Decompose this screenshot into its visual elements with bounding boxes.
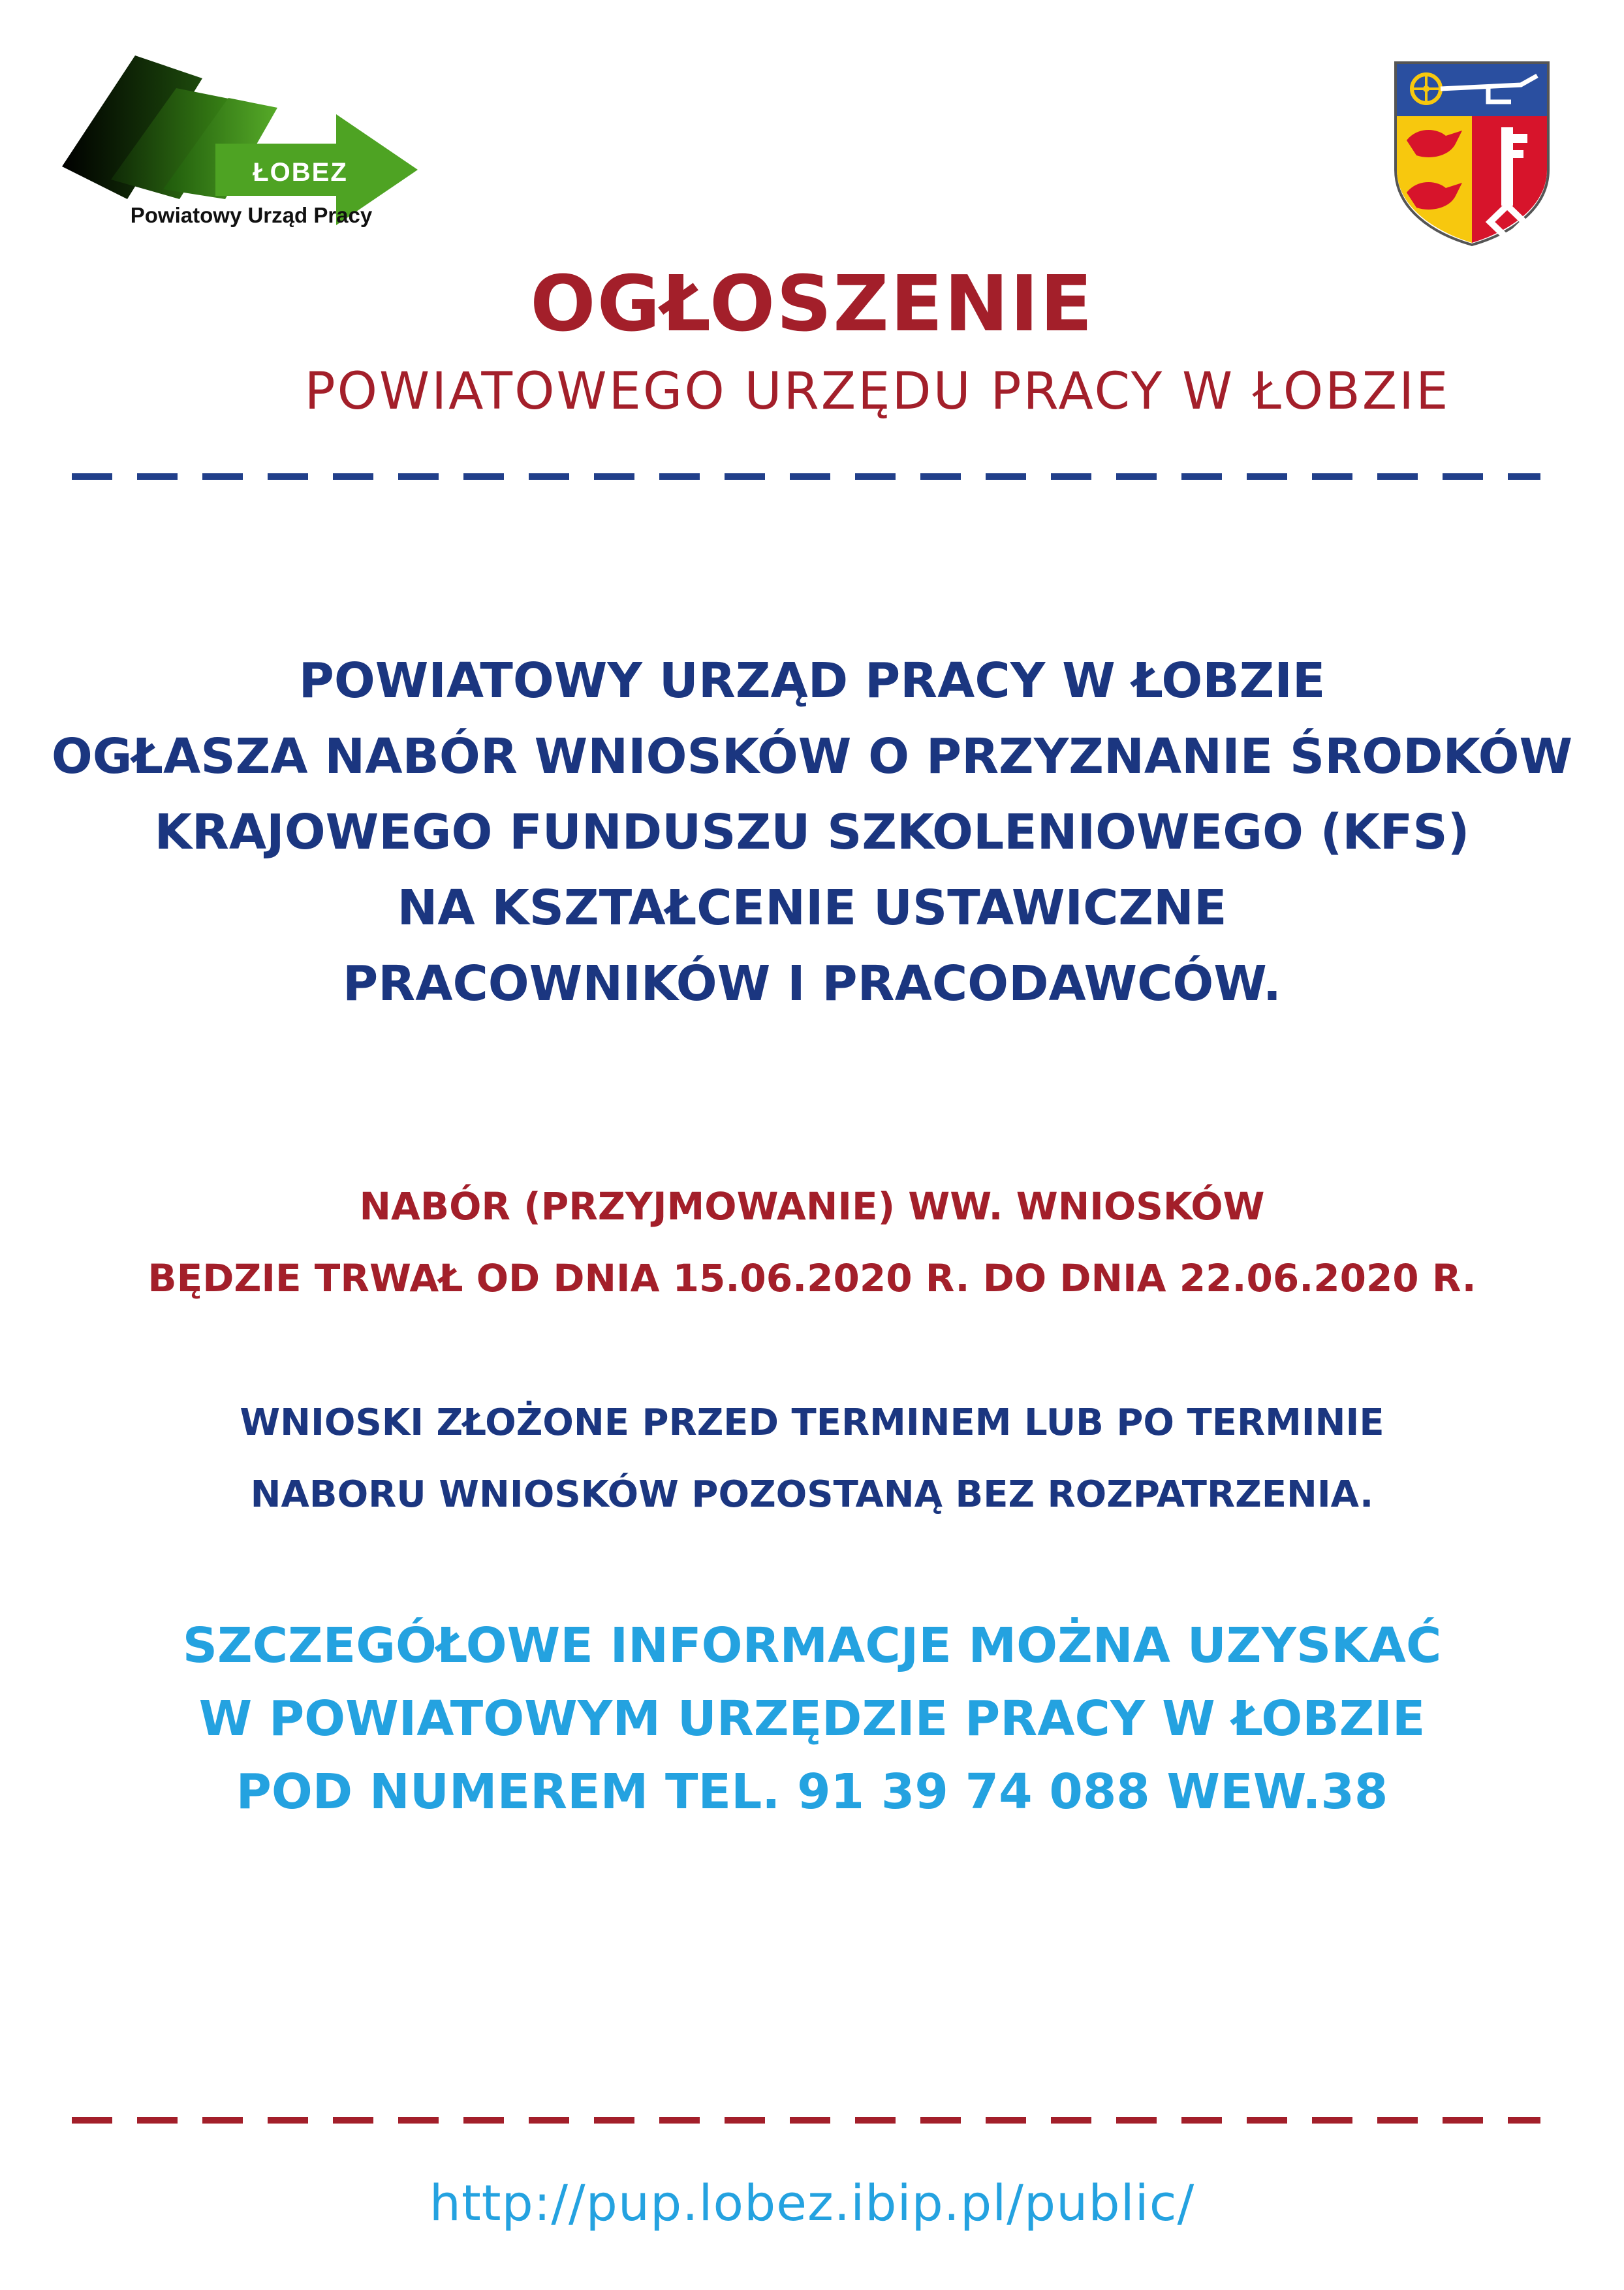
announcement-block xyxy=(0,643,1624,1022)
pup-lobez-logo xyxy=(62,52,428,235)
contact-info xyxy=(0,1609,1624,1828)
page-subtitle: POWIATOWEGO URZĘDU PRACY W ŁOBZIE xyxy=(304,362,1450,421)
logo-subtitle: Powiatowy Urząd Pracy xyxy=(130,203,373,227)
period-line: NABÓR (PRZYJMOWANIE) WW. WNIOSKÓW xyxy=(359,1184,1265,1229)
info-line: SZCZEGÓŁOWE INFORMACJE MOŻNA UZYSKAĆ xyxy=(182,1618,1442,1674)
coat-of-arms-icon xyxy=(1390,59,1554,248)
announcement-line: KRAJOWEGO FUNDUSZU SZKOLENIOWEGO (KFS) xyxy=(154,804,1470,860)
coat-of-arms xyxy=(1390,59,1554,248)
info-line: POD NUMEREM TEL. 91 39 74 088 WEW.38 xyxy=(236,1764,1388,1820)
divider-top xyxy=(72,473,1540,480)
info-line: W POWIATOWYM URZĘDZIE PRACY W ŁOBZIE xyxy=(198,1691,1426,1747)
footer-url-link[interactable]: http://pup.lobez.ibip.pl/public/ xyxy=(429,2174,1195,2232)
logo-name: ŁOBEZ xyxy=(253,158,348,187)
announcement-line: NA KSZTAŁCENIE USTAWICZNE xyxy=(397,880,1227,936)
period-line: BĘDZIE TRWAŁ OD DNIA 15.06.2020 R. DO DNIA 22.06.2020 R. xyxy=(148,1256,1476,1300)
announcement-line: POWIATOWY URZĄD PRACY W ŁOBZIE xyxy=(298,653,1326,709)
warning-notice xyxy=(0,1387,1624,1531)
warning-line: NABORU WNIOSKÓW POZOSTANĄ BEZ ROZPATRZENIA. xyxy=(250,1473,1374,1516)
announcement-line: PRACOWNIKÓW I PRACODAWCÓW. xyxy=(342,956,1281,1012)
divider-bottom xyxy=(72,2117,1540,2124)
page-title: OGŁOSZENIE xyxy=(530,259,1094,349)
recruitment-period xyxy=(0,1170,1624,1314)
warning-line: WNIOSKI ZŁOŻONE PRZED TERMINEM LUB PO TERMINIE xyxy=(240,1402,1384,1444)
announcement-line: OGŁASZA NABÓR WNIOSKÓW O PRZYZNANIE ŚRODKÓW xyxy=(51,729,1573,785)
